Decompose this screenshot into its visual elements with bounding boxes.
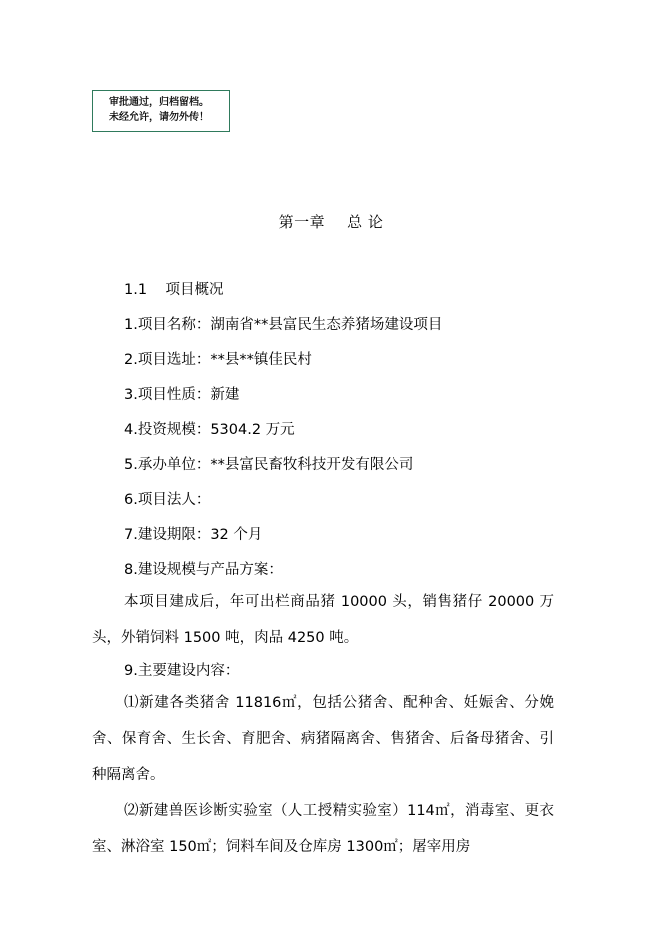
stamp-line-2: 未经允许，请勿外传！ xyxy=(109,112,209,123)
content-paragraph-2: ⑵新建兽医诊断实验室（人工授精实验室）114㎡，消毒室、更衣室、淋浴室 150㎡；饲料车间及仓库房 1300㎡；屠宰用房 xyxy=(92,803,554,855)
section-title: 项目概况 xyxy=(165,282,224,298)
section-heading xyxy=(124,278,224,299)
item-legal-person: 6.项目法人： xyxy=(124,492,211,508)
scale-paragraph: 本项目建成后，年可出栏商品猪 10000 头，销售猪仔 20000 万头，外销饲料 1500 吨，肉品 4250 吨。 xyxy=(92,594,554,646)
content-heading: 9.主要建设内容： xyxy=(124,663,240,679)
section-number: 1.1 xyxy=(124,282,148,298)
item-undertaker: 5.承办单位：**县富民畜牧科技开发有限公司 xyxy=(124,457,414,473)
chapter-name: 总 论 xyxy=(347,213,384,231)
item-duration: 7.建设期限：32 个月 xyxy=(124,527,263,543)
item-project-site: 2.项目选址：**县**镇佳民村 xyxy=(124,352,312,368)
approval-stamp xyxy=(92,90,230,132)
chapter-title xyxy=(0,211,662,232)
item-investment: 4.投资规模：5304.2 万元 xyxy=(124,422,295,438)
stamp-line-1: 审批通过，归档留档。 xyxy=(109,97,209,108)
item-project-nature: 3.项目性质：新建 xyxy=(124,387,240,403)
item-project-name: 1.项目名称：湖南省**县富民生态养猪场建设项目 xyxy=(124,317,443,333)
chapter-label: 第一章 xyxy=(278,213,326,231)
content-paragraph-1: ⑴新建各类猪舍 11816㎡，包括公猪舍、配种舍、妊娠舍、分娩舍、保育舍、生长舍、育肥舍、病猪隔离舍、售猪舍、后备母猪舍、引种隔离舍。 xyxy=(92,695,554,783)
item-scale-heading: 8.建设规模与产品方案： xyxy=(124,562,283,578)
